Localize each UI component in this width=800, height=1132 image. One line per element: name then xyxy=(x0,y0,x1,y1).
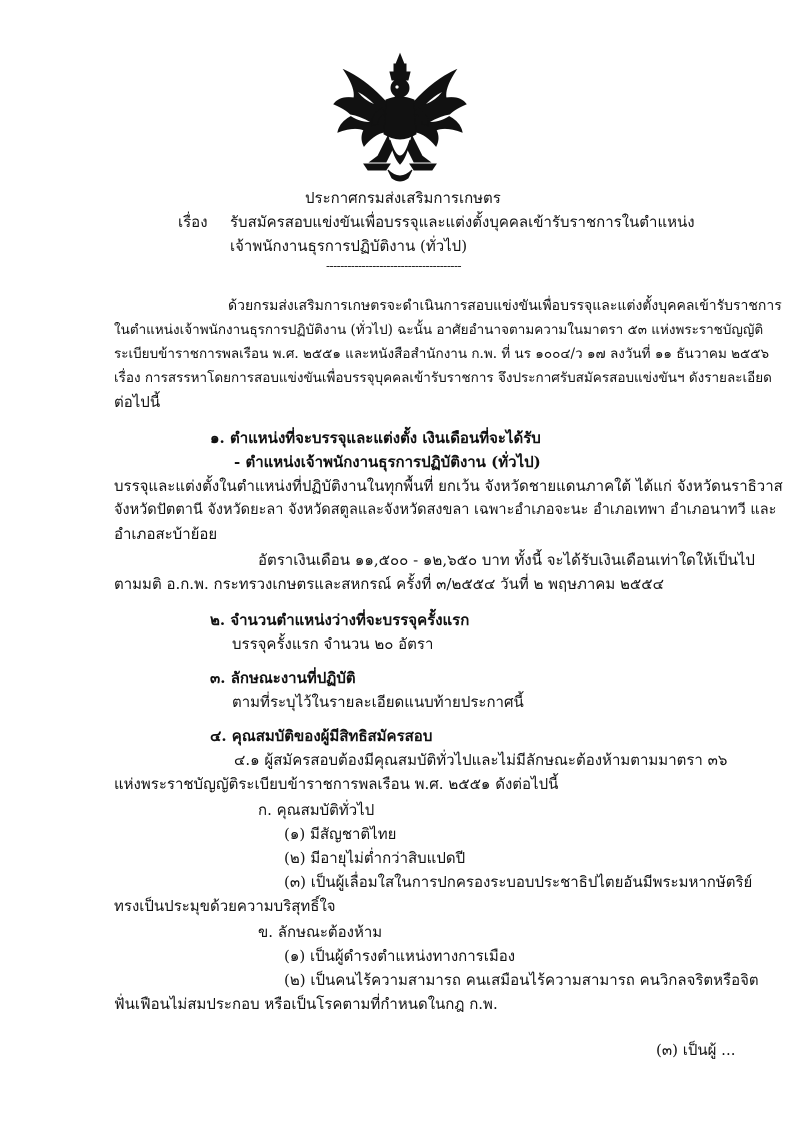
qualifications-general-heading: ก. คุณสมบัติทั่วไป xyxy=(258,801,375,819)
section-1-salary-line-2: ตามมติ อ.ก.พ. กระทรวงเกษตรและสหกรณ์ ครั้งที่ ๓/๒๕๕๔ วันที่ ๒ พฤษภาคม ๒๕๕๔ xyxy=(114,575,664,593)
prohibition-b2-line-1: (๒) เป็นคนไร้ความสามารถ คนเสมือนไร้ความสามารถ คนวิกลจริตหรือจิต xyxy=(284,971,759,989)
prohibition-b2-line-2: ฟั่นเฟือนไม่สมประกอบ หรือเป็นโรคตามที่กำหนดในกฎ ก.พ. xyxy=(114,995,498,1013)
intro-line-3: ระเบียบข้าราชการพลเรือน พ.ศ. ๒๕๕๑ และหนังสือสำนักงาน ก.พ. ที่ นร ๑๐๐๔/ว ๑๗ ลงวันที่ ๑๑ ธันวาคม ๒๕๕๖ xyxy=(114,346,770,362)
garuda-emblem-icon xyxy=(330,52,470,187)
intro-line-4: เรื่อง การสรรหาโดยการสอบแข่งขันเพื่อบรรจุบุคคลเข้ารับราชการ จึงประกาศรับสมัครสอบแข่งขันฯ ดังรายละเอียด xyxy=(114,370,772,386)
intro-line-1: ด้วยกรมส่งเสริมการเกษตรจะดำเนินการสอบแข่งขันเพื่อบรรจุและแต่งตั้งบุคคลเข้ารับราชการ xyxy=(228,298,782,314)
section-1-area-line-3: อำเภอสะบ้าย้อย xyxy=(114,525,218,543)
prohibitions-heading: ข. ลักษณะต้องห้าม xyxy=(258,923,383,941)
qualification-a3-line-2: ทรงเป็นประมุขด้วยความบริสุทธิ์ใจ xyxy=(114,897,336,915)
agency-title: ประกาศกรมส่งเสริมการเกษตร xyxy=(305,189,501,207)
section-3-body: ตามที่ระบุไว้ในรายละเอียดแนบท้ายประกาศนี้ xyxy=(232,693,524,711)
section-4-heading: ๔. คุณสมบัติของผู้มีสิทธิสมัครสอบ xyxy=(210,727,433,745)
subject-line-2: เจ้าพนักงานธุรการปฏิบัติงาน (ทั่วไป) xyxy=(230,237,468,255)
section-1-area-line-2: จังหวัดปัตตานี จังหวัดยะลา จังหวัดสตูลและจังหวัดสงขลา เฉพาะอำเภอจะนะ อำเภอเทพา อำเภอนาทวี และ xyxy=(114,502,777,518)
section-4-1-line-2: แห่งพระราชบัญญัติระเบียบข้าราชการพลเรือน พ.ศ. ๒๕๕๑ ดังต่อไปนี้ xyxy=(114,775,559,793)
section-1-heading: ๑. ตำแหน่งที่จะบรรจุและแต่งตั้ง เงินเดือนที่จะได้รับ xyxy=(210,429,541,447)
section-4-1-line-1: ๔.๑ ผู้สมัครสอบต้องมีคุณสมบัติทั่วไปและไม่มีลักษณะต้องห้ามตามมาตรา ๓๖ xyxy=(234,751,728,769)
continuation-marker: (๓) เป็นผู้ ... xyxy=(656,1041,736,1059)
qualification-a2: (๒) มีอายุไม่ต่ำกว่าสิบแปดปี xyxy=(284,849,466,867)
header-divider: -------------------------------------- xyxy=(326,259,462,273)
subject-line-1: รับสมัครสอบแข่งขันเพื่อบรรจุและแต่งตั้งบุคคลเข้ารับราชการในตำแหน่ง xyxy=(230,213,695,231)
section-2-heading: ๒. จำนวนตำแหน่งว่างที่จะบรรจุครั้งแรก xyxy=(210,611,470,629)
qualification-a1: (๑) มีสัญชาติไทย xyxy=(284,825,397,843)
section-1-area-line-1: บรรจุและแต่งตั้งในตำแหน่งที่ปฏิบัติงานในทุกพื้นที่ ยกเว้น จังหวัดชายแดนภาคใต้ ได้แก่ จังหวัดนราธิวาส xyxy=(114,477,783,495)
subject-label: เรื่อง xyxy=(178,213,208,231)
intro-line-5: ต่อไปนี้ xyxy=(114,393,161,411)
intro-line-2: ในตำแหน่งเจ้าพนักงานธุรการปฏิบัติงาน (ทั่วไป) ฉะนั้น อาศัยอำนาจตามความในมาตรา ๕๓ แห่งพระราชบัญญัติ xyxy=(114,322,764,338)
qualification-a3-line-1: (๓) เป็นผู้เลื่อมใสในการปกครองระบอบประชาธิปไตยอันมีพระมหากษัตริย์ xyxy=(284,873,753,891)
section-1-position: - ตำแหน่งเจ้าพนักงานธุรการปฏิบัติงาน (ทั่วไป) xyxy=(234,453,541,471)
section-3-heading: ๓. ลักษณะงานที่ปฏิบัติ xyxy=(210,669,356,687)
prohibition-b1: (๑) เป็นผู้ดำรงตำแหน่งทางการเมือง xyxy=(284,947,516,965)
section-2-body: บรรจุครั้งแรก จำนวน ๒๐ อัตรา xyxy=(232,635,434,653)
section-1-salary-line-1: อัตราเงินเดือน ๑๑,๕๐๐ - ๑๒,๖๕๐ บาท ทั้งนี้ จะได้รับเงินเดือนเท่าใดให้เป็นไป xyxy=(258,551,755,569)
